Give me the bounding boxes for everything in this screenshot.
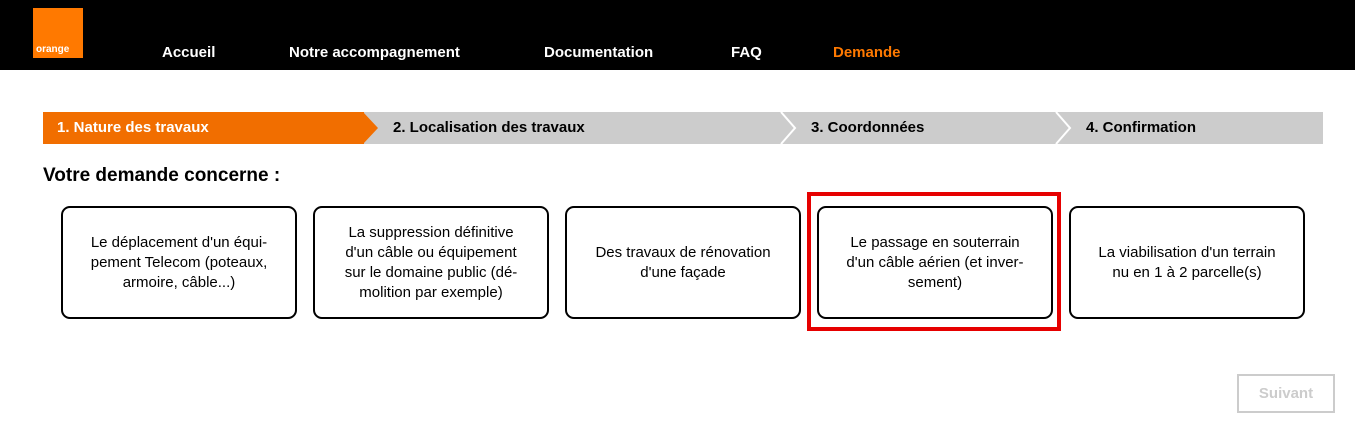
option-card-deplacement[interactable] [61, 206, 297, 319]
nav-documentation[interactable]: Documentation [544, 44, 654, 61]
option-label: Le déplacement d'un équi- pement Telecom (poteaux, armoire, câble...) [90, 233, 268, 291]
step-arrow-tip [363, 112, 378, 144]
option-label: Le passage en souterrain d'un câble aérien (et inver- sement) [846, 233, 1024, 291]
option-card-passage-souterrain[interactable] [817, 206, 1053, 319]
orange-logo[interactable] [33, 8, 83, 58]
next-button[interactable]: Suivant [1237, 374, 1335, 413]
page-title: Votre demande concerne : [43, 165, 281, 186]
logo-text: orange [36, 44, 70, 55]
option-card-suppression[interactable] [313, 206, 549, 319]
option-label: La viabilisation d'un terrain nu en 1 à 2 parcelle(s) [1098, 243, 1276, 281]
step-separator-icon [779, 112, 797, 144]
option-card-viabilisation[interactable] [1069, 206, 1305, 319]
nav-accueil[interactable]: Accueil [162, 44, 216, 61]
step-1-nature: 1. Nature des travaux [57, 119, 209, 136]
option-label: Des travaux de rénovation d'une façade [595, 243, 771, 281]
step-separator-icon [1054, 112, 1072, 144]
nav-notre-accompagnement[interactable]: Notre accompagnement [289, 44, 460, 61]
nav-faq[interactable]: FAQ [731, 44, 762, 61]
nav-demande[interactable]: Demande [833, 44, 901, 61]
option-label: La suppression définitive d'un câble ou équipement sur le domaine public (dé- molition par exemple) [344, 223, 518, 301]
top-navigation-bar [0, 0, 1355, 70]
step-2-localisation: 2. Localisation des travaux [393, 119, 585, 136]
step-3-coordonnees: 3. Coordonnées [811, 119, 925, 136]
step-4-confirmation: 4. Confirmation [1086, 119, 1197, 136]
option-card-renovation-facade[interactable] [565, 206, 801, 319]
